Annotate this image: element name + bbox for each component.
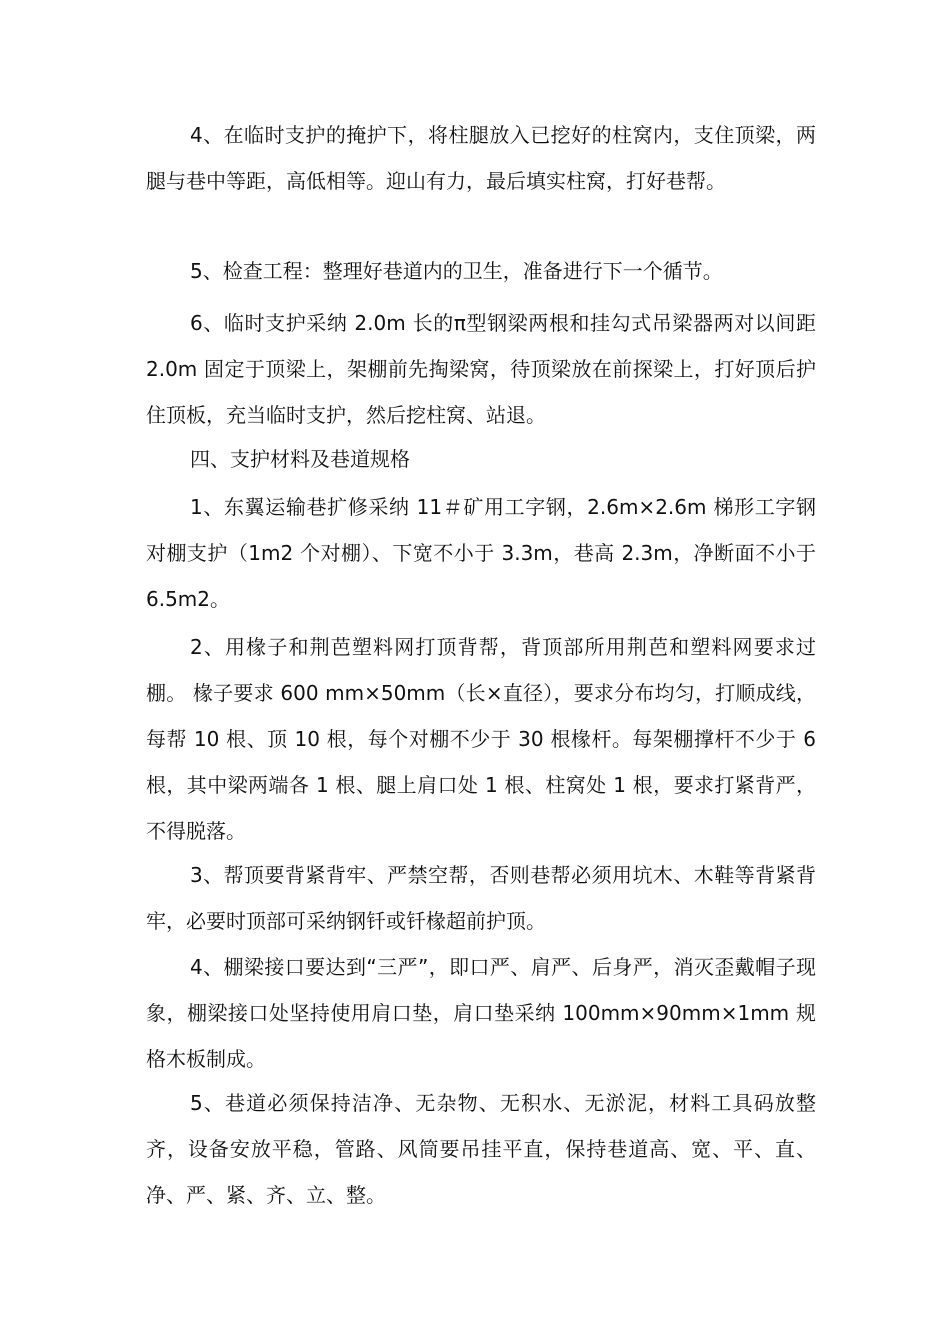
paragraph-step-4-install-legs (146, 112, 816, 204)
paragraph-spec-3 (146, 852, 816, 944)
paragraph-text: 1、东翼运输巷扩修采纳 11＃矿用工字钢，2.6m×2.6m 梯形工字钢对棚支护（1m2 个对棚）、下宽不小于 3.3m，巷高 2.3m，净断面不小于 6.5m2。 (146, 495, 816, 611)
paragraph-step-6-temporary-support (146, 300, 816, 438)
paragraph-spec-2 (146, 624, 816, 854)
paragraph-text: 5、检查工程：整理好巷道内的卫生，准备进行下一个循节。 (190, 259, 723, 283)
heading-text: 四、支护材料及巷道规格 (190, 447, 410, 471)
paragraph-text: 3、帮顶要背紧背牢、严禁空帮，否则巷帮必须用坑木、木鞋等背紧背牢，必要时顶部可采纳钢钎或钎椽超前护顶。 (146, 863, 816, 933)
paragraph-step-5-inspect (146, 248, 816, 294)
paragraph-text: 5、巷道必须保持洁净、无杂物、无积水、无淤泥，材料工具码放整齐，设备安放平稳，管路、风筒要吊挂平直，保持巷道高、宽、平、直、净、严、紧、齐、立、整。 (146, 1091, 816, 1207)
paragraph-text: 4、棚梁接口要达到“三严”，即口严、肩严、后身严，消灭歪戴帽子现象，棚梁接口处坚持使用肩口垫，肩口垫采纳 100mm×90mm×1mm 规格木板制成。 (146, 955, 816, 1071)
paragraph-spec-5 (146, 1080, 816, 1218)
section-heading (146, 436, 816, 482)
paragraph-text: 4、在临时支护的掩护下，将柱腿放入已挖好的柱窝内，支住顶梁，两腿与巷中等距，高低相等。迎山有力，最后填实柱窝，打好巷帮。 (146, 123, 816, 193)
paragraph-text: 6、临时支护采纳 2.0m 长的π型钢梁两根和挂勾式吊梁器两对以间距 2.0m 固定于顶梁上，架棚前先掏梁窝，待顶梁放在前探梁上，打好顶后护住顶板，充当临时支护，然后挖柱窝、站退。 (146, 311, 816, 427)
paragraph-spec-1 (146, 484, 816, 622)
paragraph-text: 2、用椽子和荆芭塑料网打顶背帮，背顶部所用荆芭和塑料网要求过棚。 椽子要求 600 mm×50mm（长×直径），要求分布均匀，打顺成线，每帮 10 根、顶 10 根，每个对棚不少于 30 根椽杆。每架棚撑杆不少于 6 根，其中梁两端各 1 根、腿上肩口处 1 根、柱窝处 1 根，要求打紧背严，不得脱落。 (146, 635, 816, 843)
paragraph-spec-4 (146, 944, 816, 1082)
